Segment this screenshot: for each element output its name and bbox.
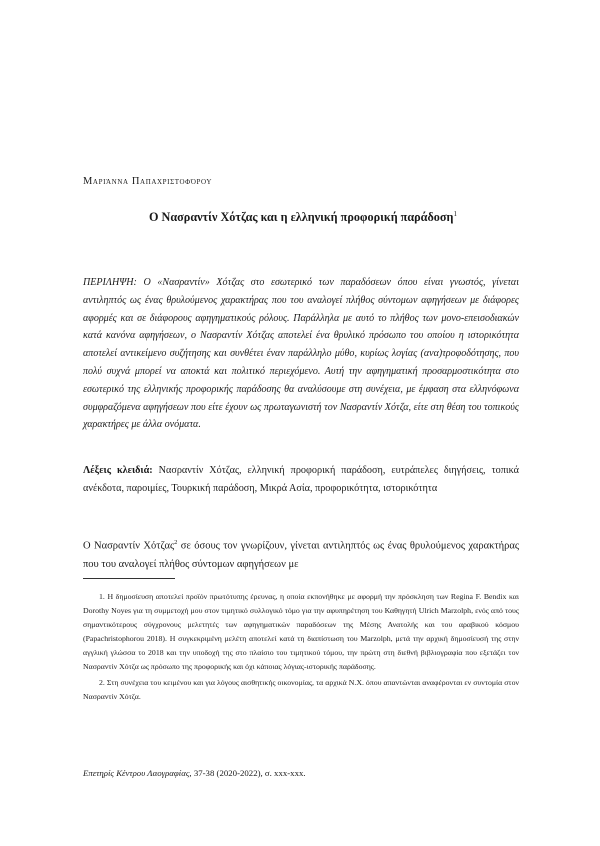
title-footnote-marker: 1 bbox=[453, 210, 457, 218]
abstract bbox=[83, 274, 519, 434]
keywords-text: Νασραντίν Χότζας, ελληνική προφορική παράδοση, ευτράπελες διηγήσεις, τοπικά ανέκδοτα, παροιμίες, Τουρκική παράδοση, Μικρά Ασία, προφορικότητα, ιστορικότητα bbox=[83, 465, 520, 494]
journal-name: Επετηρίς Κέντρου Λαογραφίας bbox=[83, 768, 190, 778]
body-footnote-marker: 2 bbox=[174, 539, 178, 546]
footnotes bbox=[83, 590, 519, 707]
body-paragraph bbox=[83, 534, 519, 575]
keywords bbox=[83, 462, 519, 498]
keywords-label: Λέξεις κλειδιά: bbox=[83, 465, 153, 476]
footnote-divider bbox=[83, 578, 175, 579]
article-title-text: Ο Νασραντίν Χότζας και η ελληνική προφορική παράδοση bbox=[149, 210, 454, 225]
body-text-rest: σε όσους τον γνωρίζουν, γίνεται αντιληπτός ως ένας θρυλούμενος χαρακτήρας που του αναλογεί πλήθος σύντομων αφηγήσεων με bbox=[83, 540, 520, 570]
article-title bbox=[83, 210, 523, 225]
abstract-text: Ο «Νασραντίν» Χότζας στο εσωτερικό των παραδόσεων όπου είναι γνωστός, γίνεται αντιληπτός ως ένας θρυλούμενος χαρακτήρας που του αναλογεί πλήθος σύντομων αφηγήσεων με διάφορες αφορμές και σε διάφορους αφηγηματικούς ρόλους. Παράλληλα με αυτό το πλήθος των μονο-επεισοδιακών κατά κανόνα αφηγήσεων, ο Νασραντίν Χότζας αποτελεί ένα θρυλικό πρόσωπο του οποίου η ιστορικότητα αποτελεί αντικείμενο συζήτησης και συνθέτει έναν παράλληλο μύθο, κυρίως λογίας (ανα)τροφοδότησης, που πολύ συχνά μπορεί να αποκτά και πολιτικό περιεχόμενο. Αυτή την αφηγηματική προσαρμοστικότητα στο εσωτερικό της ελληνικής προφορικής παράδοσης θα αναλύσουμε στη συνέχεια, με έμφαση στα ελληνόφωνα συμφραζόμενα αφηγήσεων που είτε έχουν ως πρωταγωνιστή τον Νασραντίν Χότζα, είτε στη θέση του τοπικούς χαρακτήρες με άλλα ονόματα. bbox=[83, 277, 519, 431]
journal-details: , 37-38 (2020-2022), σ. xxx-xxx. bbox=[189, 768, 306, 778]
body-text-start: Ο Νασραντίν Χότζας bbox=[83, 540, 175, 552]
journal-footer bbox=[83, 768, 306, 778]
author-name: Μαριάννα Παπαχριστοφόρου bbox=[83, 176, 212, 187]
footnote-1: 1. Η δημοσίευση αποτελεί προϊόν πρωτότυπης έρευνας, η οποία εκπονήθηκε με αφορμή την πρόσκληση των Regina F. Bendix και Dorothy Noyes για τη συμμετοχή μου στον τιμητικό συλλογικό τόμο για την αφυπηρέτηση του Καθηγητή Ulrich Marzolph, ενός από τους σημαντικότερους σύγχρονους μελετητές των αφηγηματικών παραδόσεων της Μέσης Ανατολής και του αραβικού κόσμου (Papachristophorou 2018). Η συγκεκριμένη μελέτη αποτελεί κατά τη διαπίστωση του Marzolph, μετά την αρχική δημοσίευσή της στην αγγλική γλώσσα το 2018 και την υποδοχή της στο πλαίσιο του τιμητικού τόμου, την πρώτη στη διεθνή βιβλιογραφία που εξετάζει τον Νασραντίν Χότζα ως πρόσωπο της προφορικής και όχι κάποιας λόγιας-ιστορικής παράδοσης. bbox=[83, 592, 519, 671]
footnote-2: 2. Στη συνέχεια του κειμένου και για λόγους αισθητικής οικονομίας, τα αρχικά Ν.Χ. όπου απαντώνται αναφέρονται εν συντομία στον Νασραντίν Χότζα. bbox=[83, 678, 519, 702]
abstract-label: ΠΕΡΙΛΗΨΗ: bbox=[83, 277, 137, 288]
